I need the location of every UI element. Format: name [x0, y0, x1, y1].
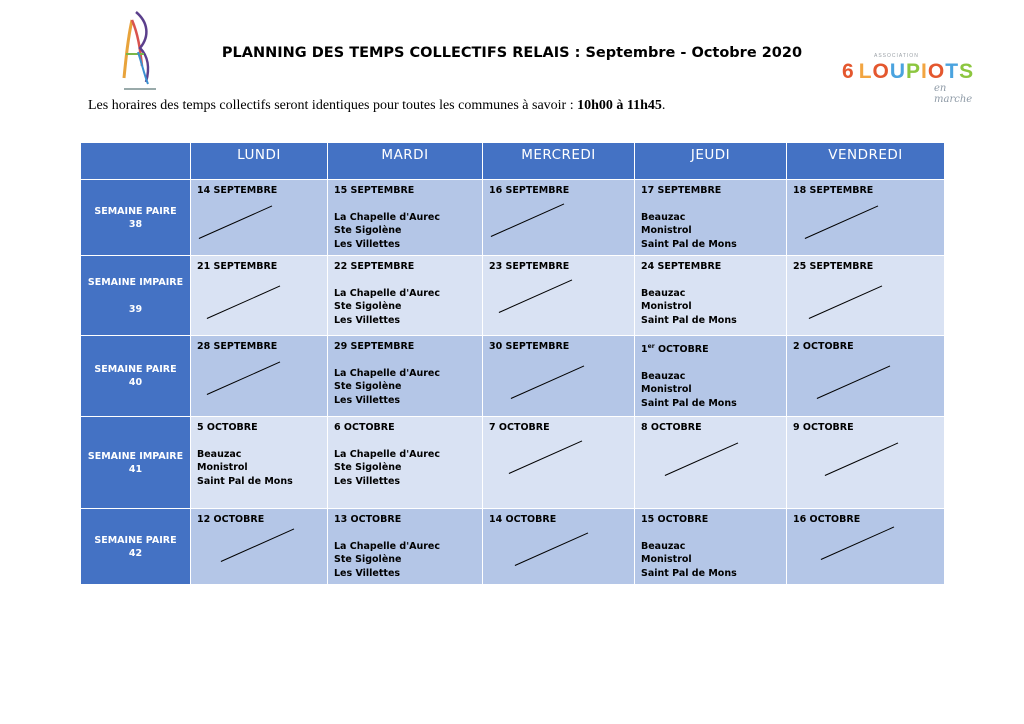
- commune-name: Beauzac: [641, 211, 686, 223]
- commune-list: [641, 287, 780, 328]
- commune-name: Les Villettes: [334, 567, 401, 579]
- day-date: 22 SEPTEMBRE: [334, 261, 415, 272]
- intro-paragraph: [88, 98, 665, 114]
- commune-list: [334, 448, 476, 489]
- logo-brand-letter: I: [921, 60, 928, 83]
- day-cell: [635, 417, 787, 509]
- no-session-strike: [665, 443, 739, 477]
- no-session-strike: [809, 286, 883, 320]
- intro-hours: 10h00 à 11h45: [577, 98, 662, 113]
- commune-name: Monistrol: [641, 301, 692, 312]
- day-date: 12 OCTOBRE: [197, 514, 265, 525]
- table-row: [81, 256, 945, 336]
- commune-list: [641, 540, 780, 581]
- week-label-cell: [81, 256, 191, 336]
- day-date: 6 OCTOBRE: [334, 422, 395, 433]
- day-cell: [328, 336, 483, 417]
- logo-brand-letter: S: [959, 60, 975, 83]
- commune-name: La Chapelle d'Aurec: [334, 540, 441, 552]
- day-cell: [483, 509, 635, 585]
- day-cell: [191, 256, 328, 336]
- no-session-strike: [207, 362, 281, 396]
- week-label-cell: [81, 509, 191, 585]
- planning-table: [80, 142, 945, 585]
- day-cell: [635, 256, 787, 336]
- commune-name: Beauzac: [641, 370, 686, 382]
- day-date: 15 OCTOBRE: [641, 514, 709, 525]
- table-row: [81, 180, 945, 256]
- table-row: [81, 509, 945, 585]
- week-label: SEMAINE PAIRE: [94, 534, 177, 546]
- no-session-strike: [509, 441, 583, 475]
- logo-association-label: ASSOCIATION: [874, 53, 919, 59]
- day-date: 7 OCTOBRE: [489, 422, 550, 433]
- day-date: 21 SEPTEMBRE: [197, 261, 278, 272]
- day-cell: [787, 256, 945, 336]
- day-date: 14 OCTOBRE: [489, 514, 557, 525]
- no-session-strike: [491, 204, 565, 238]
- day-date: 2 OCTOBRE: [793, 341, 854, 352]
- day-date: 14 SEPTEMBRE: [197, 185, 278, 196]
- commune-name: Monistrol: [641, 225, 692, 236]
- commune-name: La Chapelle d'Aurec: [334, 211, 441, 223]
- week-label: SEMAINE PAIRE: [94, 205, 177, 217]
- no-session-strike: [515, 533, 589, 567]
- column-header: LUNDI: [191, 143, 328, 180]
- commune-name: Beauzac: [641, 287, 686, 299]
- commune-name: Les Villettes: [334, 475, 401, 487]
- logo-brand-letter: U: [889, 60, 907, 83]
- day-cell: [191, 180, 328, 256]
- week-number: 40: [128, 377, 143, 388]
- logo-brand-letter: O: [927, 60, 946, 83]
- day-date: 1er OCTOBRE: [641, 343, 709, 356]
- day-cell: [635, 336, 787, 417]
- commune-list: [334, 211, 476, 252]
- column-header: JEUDI: [635, 143, 787, 180]
- column-header: MERCREDI: [483, 143, 635, 180]
- commune-list: [334, 367, 476, 408]
- logo-brand-letter: L: [858, 60, 873, 83]
- intro-end: .: [661, 98, 666, 113]
- day-date: 8 OCTOBRE: [641, 422, 702, 433]
- commune-name: Les Villettes: [334, 238, 401, 250]
- no-session-strike: [817, 366, 891, 400]
- commune-name: Les Villettes: [334, 314, 401, 326]
- no-session-strike: [805, 206, 879, 240]
- week-number: 42: [128, 547, 143, 559]
- day-date: 9 OCTOBRE: [793, 422, 854, 433]
- week-number: 38: [128, 218, 143, 230]
- table-row: [81, 336, 945, 417]
- commune-list: [641, 370, 780, 411]
- no-session-strike: [221, 529, 295, 563]
- week-label: SEMAINE PAIRE: [94, 364, 177, 375]
- day-cell: [787, 509, 945, 585]
- intro-text: Les horaires des temps collectifs seront identiques pour toutes les communes à savoir :: [88, 98, 578, 113]
- day-date: 13 OCTOBRE: [334, 514, 402, 525]
- logo-brand-letter: 6: [842, 60, 855, 83]
- column-header: MARDI: [328, 143, 483, 180]
- day-cell: [787, 417, 945, 509]
- commune-name: Saint Pal de Mons: [197, 475, 293, 487]
- week-number: 39: [128, 303, 143, 315]
- week-label-cell: [81, 180, 191, 256]
- commune-name: Monistrol: [197, 462, 248, 473]
- table-header-row: [81, 143, 945, 180]
- week-label-cell: [81, 336, 191, 417]
- commune-name: Monistrol: [641, 554, 692, 565]
- day-date: 30 SEPTEMBRE: [489, 341, 570, 352]
- day-cell: [787, 180, 945, 256]
- no-session-strike: [199, 206, 273, 240]
- day-date: 28 SEPTEMBRE: [197, 341, 278, 352]
- commune-list: [641, 211, 780, 252]
- week-label: SEMAINE IMPAIRE: [87, 276, 184, 288]
- day-date: 16 OCTOBRE: [793, 514, 861, 525]
- commune-name: Ste Sigolène: [334, 225, 402, 236]
- commune-list: [197, 448, 321, 489]
- commune-name: Saint Pal de Mons: [641, 238, 737, 250]
- commune-list: [334, 540, 476, 581]
- commune-name: La Chapelle d'Aurec: [334, 448, 441, 460]
- day-date: 16 SEPTEMBRE: [489, 185, 570, 196]
- header-corner: [81, 143, 191, 180]
- commune-name: Ste Sigolène: [334, 462, 402, 473]
- no-session-strike: [511, 366, 585, 400]
- day-date: 5 OCTOBRE: [197, 422, 258, 433]
- day-date: 23 SEPTEMBRE: [489, 261, 570, 272]
- logo-tagline: en marche: [934, 83, 973, 105]
- day-cell: [328, 180, 483, 256]
- no-session-strike: [207, 286, 281, 320]
- commune-name: Ste Sigolène: [334, 554, 402, 565]
- commune-name: Ste Sigolène: [334, 301, 402, 312]
- table-row: [81, 417, 945, 509]
- day-cell: [483, 256, 635, 336]
- commune-name: Saint Pal de Mons: [641, 397, 737, 409]
- commune-name: La Chapelle d'Aurec: [334, 287, 441, 299]
- day-cell: [787, 336, 945, 417]
- logo-brand-letter: T: [945, 60, 960, 83]
- day-cell: [191, 336, 328, 417]
- week-label: SEMAINE IMPAIRE: [87, 450, 184, 462]
- day-cell: [328, 417, 483, 509]
- commune-name: Les Villettes: [334, 394, 401, 406]
- day-date: 17 SEPTEMBRE: [641, 185, 722, 196]
- commune-list: [334, 287, 476, 328]
- page-title: PLANNING DES TEMPS COLLECTIFS RELAIS : Septembre - Octobre 2020: [221, 45, 803, 61]
- day-date: 18 SEPTEMBRE: [793, 185, 874, 196]
- week-number: 41: [128, 463, 143, 475]
- logo-brand-letter: P: [906, 60, 922, 83]
- day-date: 15 SEPTEMBRE: [334, 185, 415, 196]
- logo-brand-text: [842, 60, 974, 84]
- commune-name: La Chapelle d'Aurec: [334, 367, 441, 379]
- logo-brand-letter: O: [872, 60, 890, 83]
- day-cell: [191, 509, 328, 585]
- commune-name: Beauzac: [641, 540, 686, 552]
- week-label-cell: [81, 417, 191, 509]
- day-date: 25 SEPTEMBRE: [793, 261, 874, 272]
- commune-name: Ste Sigolène: [334, 381, 402, 392]
- day-date: 29 SEPTEMBRE: [334, 341, 415, 352]
- commune-name: Saint Pal de Mons: [641, 567, 737, 579]
- day-cell: [483, 180, 635, 256]
- day-cell: [328, 509, 483, 585]
- day-cell: [635, 180, 787, 256]
- commune-name: Monistrol: [641, 384, 692, 396]
- no-session-strike: [825, 443, 899, 477]
- day-cell: [635, 509, 787, 585]
- commune-name: Beauzac: [197, 448, 242, 460]
- day-cell: [328, 256, 483, 336]
- commune-name: Saint Pal de Mons: [641, 314, 737, 326]
- day-cell: [191, 417, 328, 509]
- no-session-strike: [499, 280, 573, 314]
- day-cell: [483, 417, 635, 509]
- column-header: VENDREDI: [787, 143, 945, 180]
- day-cell: [483, 336, 635, 417]
- no-session-strike: [821, 527, 895, 561]
- day-date: 24 SEPTEMBRE: [641, 261, 722, 272]
